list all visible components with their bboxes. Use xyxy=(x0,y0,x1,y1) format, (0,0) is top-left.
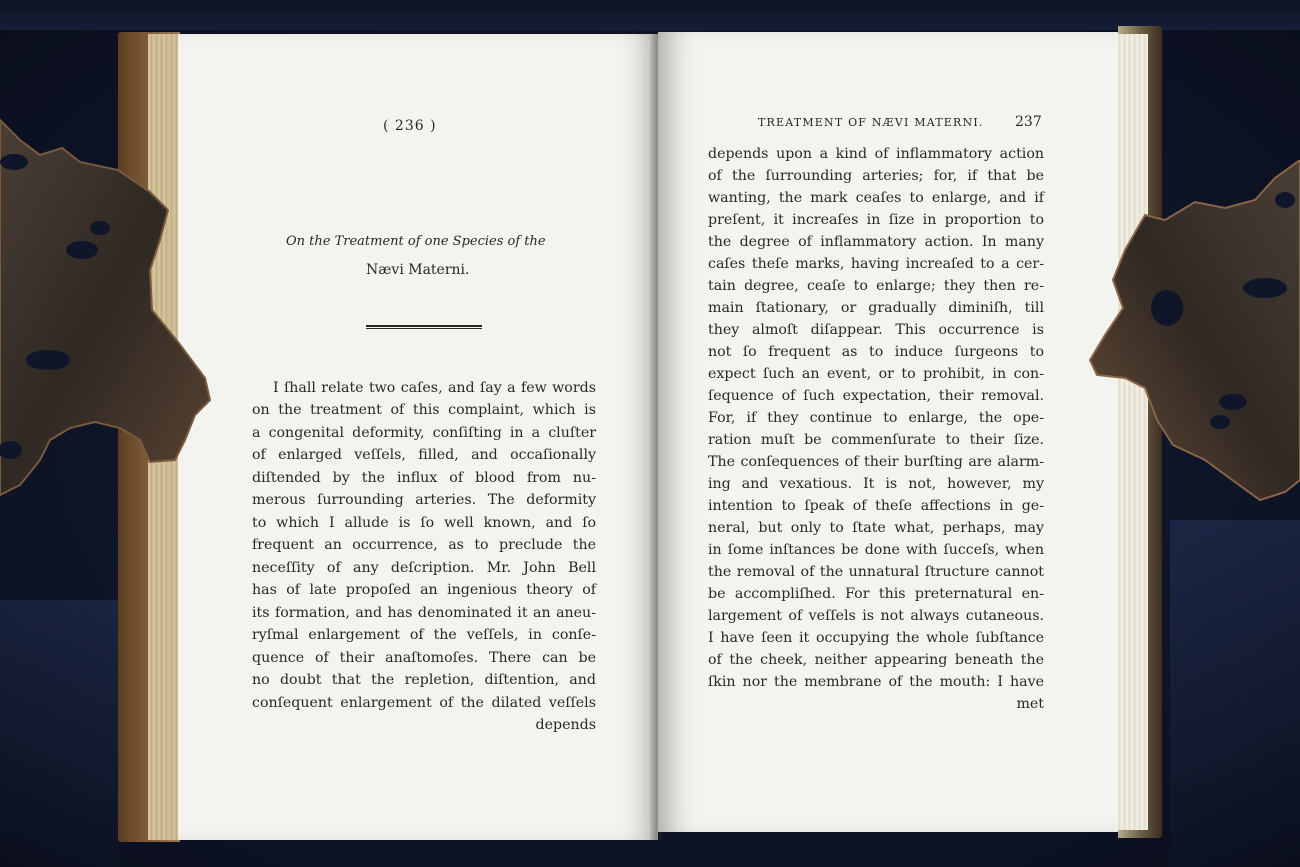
text-line: I have ſeen it occupying the whole ſubſtance xyxy=(708,630,1044,646)
text-line: neral, but only to ſtate what, perhaps, may xyxy=(708,520,1044,536)
text-line: of enlarged veſſels, filled, and occaſionally xyxy=(252,447,596,463)
cloth-fold xyxy=(0,600,120,867)
text-line: ryſmal enlargement of the veſſels, in conſe- xyxy=(252,627,596,643)
text-line: caſes theſe marks, having increaſed to a cer- xyxy=(708,256,1044,272)
cloth-fold xyxy=(1170,520,1300,867)
text-line: expect ſuch an event, or to prohibit, in con- xyxy=(708,366,1044,382)
text-line: quence of their anaſtomoſes. There can be xyxy=(252,650,596,666)
page-number-left: ( 236 ) xyxy=(383,118,437,134)
text-line: For, if they continue to enlarge, the ope- xyxy=(708,410,1044,426)
text-line: its formation, and has denominated it an aneu- xyxy=(252,605,596,621)
chapter-title-line-2: Nævi Materni. xyxy=(366,262,470,278)
text-line: a congenital deformity, conſiſting in a cluſter xyxy=(252,425,596,441)
text-line: neceſſity of any deſcription. Mr. John Bell xyxy=(252,560,596,576)
text-line: has of late propoſed an ingenious theory of xyxy=(252,582,596,598)
open-book xyxy=(118,26,1163,844)
text-line: The conſequences of their burſting are alarm- xyxy=(708,454,1044,470)
running-head: TREATMENT OF NÆVI MATERNI. xyxy=(758,116,984,129)
text-line: in ſome inſtances be done with ſucceſs, when xyxy=(708,542,1044,558)
text-line: of the ſurrounding arteries; for, if that be xyxy=(708,168,1044,184)
text-line: main ſtationary, or gradually diminiſh, till xyxy=(708,300,1044,316)
text-line: conſequent enlargement of the dilated veſſels xyxy=(252,695,596,711)
text-line: on the treatment of this complaint, which is xyxy=(252,402,596,418)
text-line: tain degree, ceaſe to enlarge; they then re- xyxy=(708,278,1044,294)
text-line: the degree of inflammatory action. In many xyxy=(708,234,1044,250)
text-line: ration muſt be commenſurate to their ſize. xyxy=(708,432,1044,448)
text-line: the removal of the unnatural ſtructure cannot xyxy=(708,564,1044,580)
catchword-left: depends xyxy=(535,717,596,733)
text-line: merous ſurrounding arteries. The deformity xyxy=(252,492,596,508)
text-line: diſtended by the influx of blood from nu- xyxy=(252,470,596,486)
text-line: preſent, it increaſes in ſize in proportion to xyxy=(708,212,1044,228)
text-line: to which I allude is ſo well known, and ſo xyxy=(252,515,596,531)
catchword-right: met xyxy=(1016,696,1044,712)
page-number-right: 237 xyxy=(1015,114,1042,130)
text-line: of the cheek, neither appearing beneath the xyxy=(708,652,1044,668)
text-line: they almoſt diſappear. This occurrence is xyxy=(708,322,1044,338)
text-line: ing and vexatious. It is not, however, my xyxy=(708,476,1044,492)
text-line: be accompliſhed. For this preternatural en- xyxy=(708,586,1044,602)
text-line: not ſo frequent as to induce ſurgeons to xyxy=(708,344,1044,360)
right-page-clamp xyxy=(1085,160,1300,505)
left-page-clamp xyxy=(0,110,215,500)
text-line: ſkin nor the membrane of the mouth: I have xyxy=(708,674,1044,690)
text-line: depends upon a kind of inflammatory action xyxy=(708,146,1044,162)
chapter-title-line-1: On the Treatment of one Species of the xyxy=(286,234,546,249)
title-rule xyxy=(366,325,482,329)
text-line: wanting, the mark ceaſes to enlarge, and if xyxy=(708,190,1044,206)
text-line: intention to ſpeak of theſe affections in ge- xyxy=(708,498,1044,514)
text-line: largement of veſſels is not always cutaneous. xyxy=(708,608,1044,624)
left-page xyxy=(178,34,658,840)
text-line: no doubt that the repletion, diſtention, and xyxy=(252,672,596,688)
right-page xyxy=(658,32,1118,832)
text-line: I ſhall relate two caſes, and ſay a few words xyxy=(273,380,596,396)
text-line: frequent an occurrence, as to preclude the xyxy=(252,537,596,553)
text-line: ſequence of ſuch expectation, their removal. xyxy=(708,388,1044,404)
